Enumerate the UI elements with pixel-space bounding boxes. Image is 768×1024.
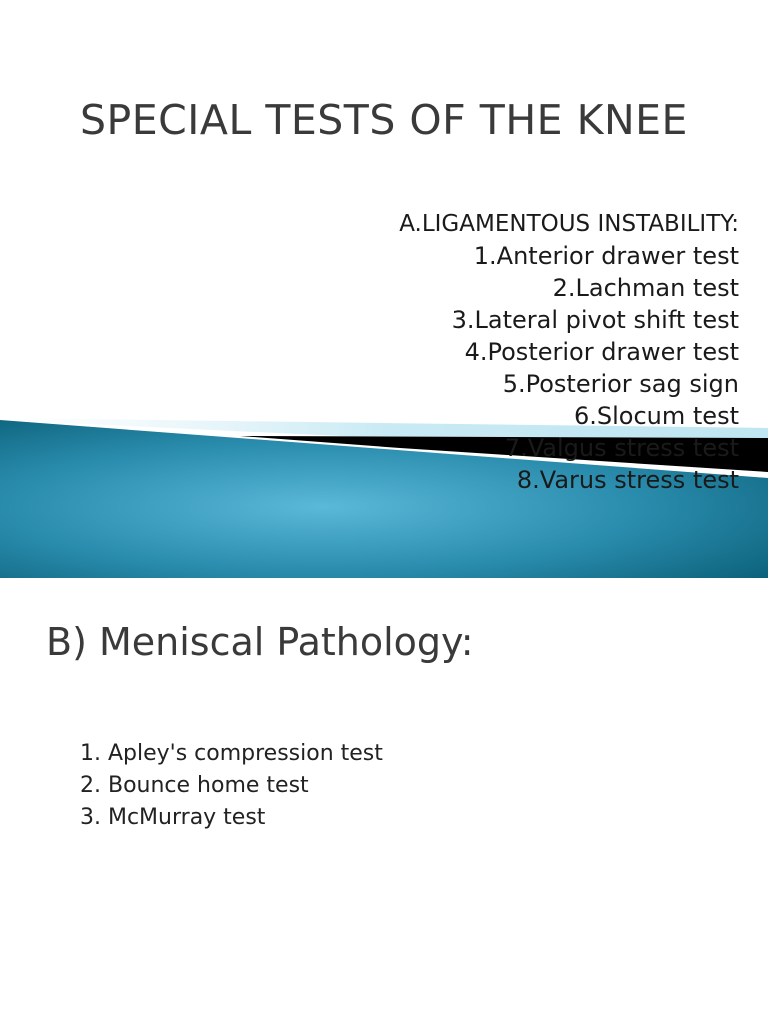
list-item: 3.Lateral pivot shift test bbox=[451, 306, 739, 334]
meniscal-list bbox=[80, 738, 383, 834]
section-heading: A.LIGAMENTOUS INSTABILITY: bbox=[399, 211, 739, 237]
list-item: 2. Bounce home test bbox=[80, 773, 309, 798]
slide-title: SPECIAL TESTS OF THE KNEE bbox=[80, 96, 688, 144]
list-item: 4.Posterior drawer test bbox=[464, 338, 739, 366]
list-item: 7.Valgus stress test bbox=[504, 434, 739, 462]
list-item: 2.Lachman test bbox=[552, 274, 739, 302]
list-item: 5.Posterior sag sign bbox=[502, 370, 739, 398]
slide-title: B) Meniscal Pathology: bbox=[46, 620, 474, 664]
slide-2 bbox=[0, 578, 768, 1024]
list-item: 8.Varus stress test bbox=[516, 466, 739, 494]
ligamentous-list bbox=[399, 208, 739, 496]
list-item: 1. Apley's compression test bbox=[80, 741, 383, 766]
list-item: 6.Slocum test bbox=[574, 402, 739, 430]
list-item: 1.Anterior drawer test bbox=[473, 242, 739, 270]
list-item: 3. McMurray test bbox=[80, 805, 266, 830]
